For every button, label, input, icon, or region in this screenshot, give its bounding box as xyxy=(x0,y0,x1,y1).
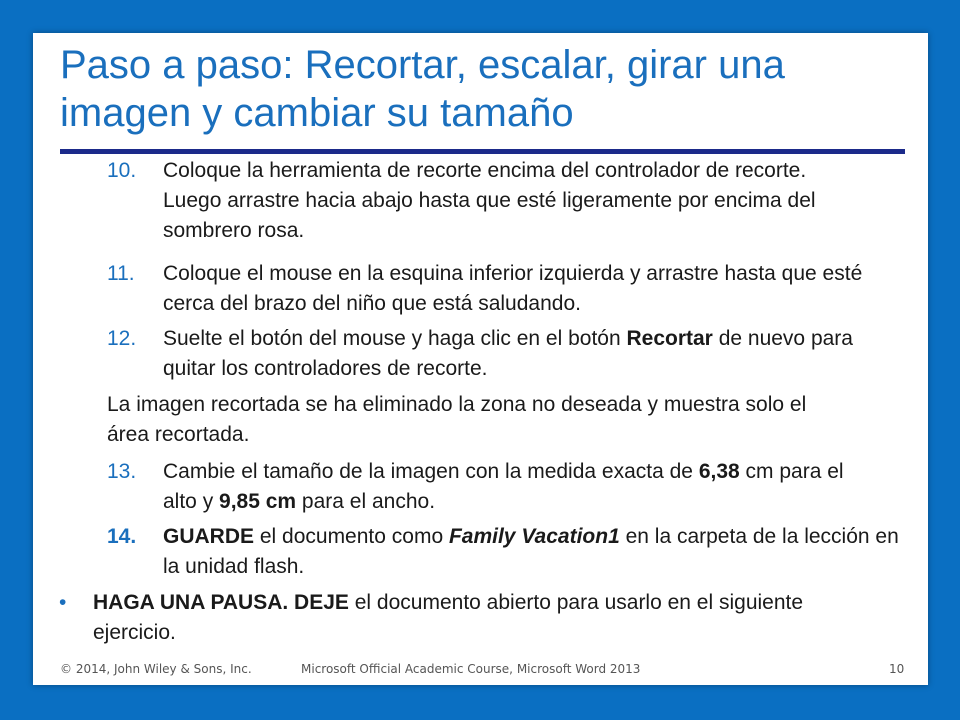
step-11 xyxy=(107,259,897,319)
step-text: Cambie el tamaño de la imagen con la medida exacta de xyxy=(163,460,699,483)
width-value: 9,85 cm xyxy=(219,490,297,513)
step-number: 12. xyxy=(107,327,137,350)
footer-course: Microsoft Official Academic Course, Microsoft Word 2013 xyxy=(301,662,641,676)
step-10 xyxy=(107,156,867,246)
slide-body xyxy=(33,33,928,685)
step-text: en la carpeta de la lección en la unidad flash. xyxy=(163,525,899,578)
pause-label: HAGA UNA PAUSA. DEJE xyxy=(93,591,349,614)
step-text: el documento como xyxy=(254,525,449,548)
step-text: Coloque la herramienta de recorte encima del controlador de recorte. Luego arrastre hacia abajo hasta que esté ligeramente por encima del sombrero rosa. xyxy=(163,159,816,242)
step-text: cm para el alto y xyxy=(163,460,844,513)
pause-instruction xyxy=(93,588,853,648)
step-number: 10. xyxy=(107,159,137,182)
slide-title: Paso a paso: Recortar, escalar, girar una imagen y cambiar su tamaño xyxy=(60,43,785,135)
step-text: Coloque el mouse en la esquina inferior izquierda y arrastre hasta que esté cerca del brazo del niño que está saludando. xyxy=(163,262,863,315)
recortar-label: Recortar xyxy=(626,327,713,350)
step-text: de nuevo para quitar los controladores de recorte. xyxy=(163,327,853,380)
footer-page-number: 10 xyxy=(889,662,905,676)
pause-text: el documento abierto para usarlo en el siguiente ejercicio. xyxy=(93,591,804,644)
step-number: 14. xyxy=(107,525,137,548)
step-text: para el ancho. xyxy=(296,490,436,513)
step-12 xyxy=(107,324,877,384)
guarde-label: GUARDE xyxy=(163,525,255,548)
step-number: 11. xyxy=(107,262,135,285)
step-text: Suelte el botón del mouse y haga clic en el botón xyxy=(163,327,627,350)
footer-copyright: © 2014, John Wiley & Sons, Inc. xyxy=(60,662,252,676)
step-13 xyxy=(107,457,877,517)
filename: Family Vacation1 xyxy=(448,525,620,548)
step-14 xyxy=(107,522,917,582)
cropped-note: La imagen recortada se ha eliminado la zona no deseada y muestra solo el área recortada. xyxy=(107,393,807,446)
bullet-icon: • xyxy=(59,591,67,614)
slide xyxy=(33,33,928,685)
step-number: 13. xyxy=(107,460,137,483)
height-value: 6,38 xyxy=(698,460,740,483)
